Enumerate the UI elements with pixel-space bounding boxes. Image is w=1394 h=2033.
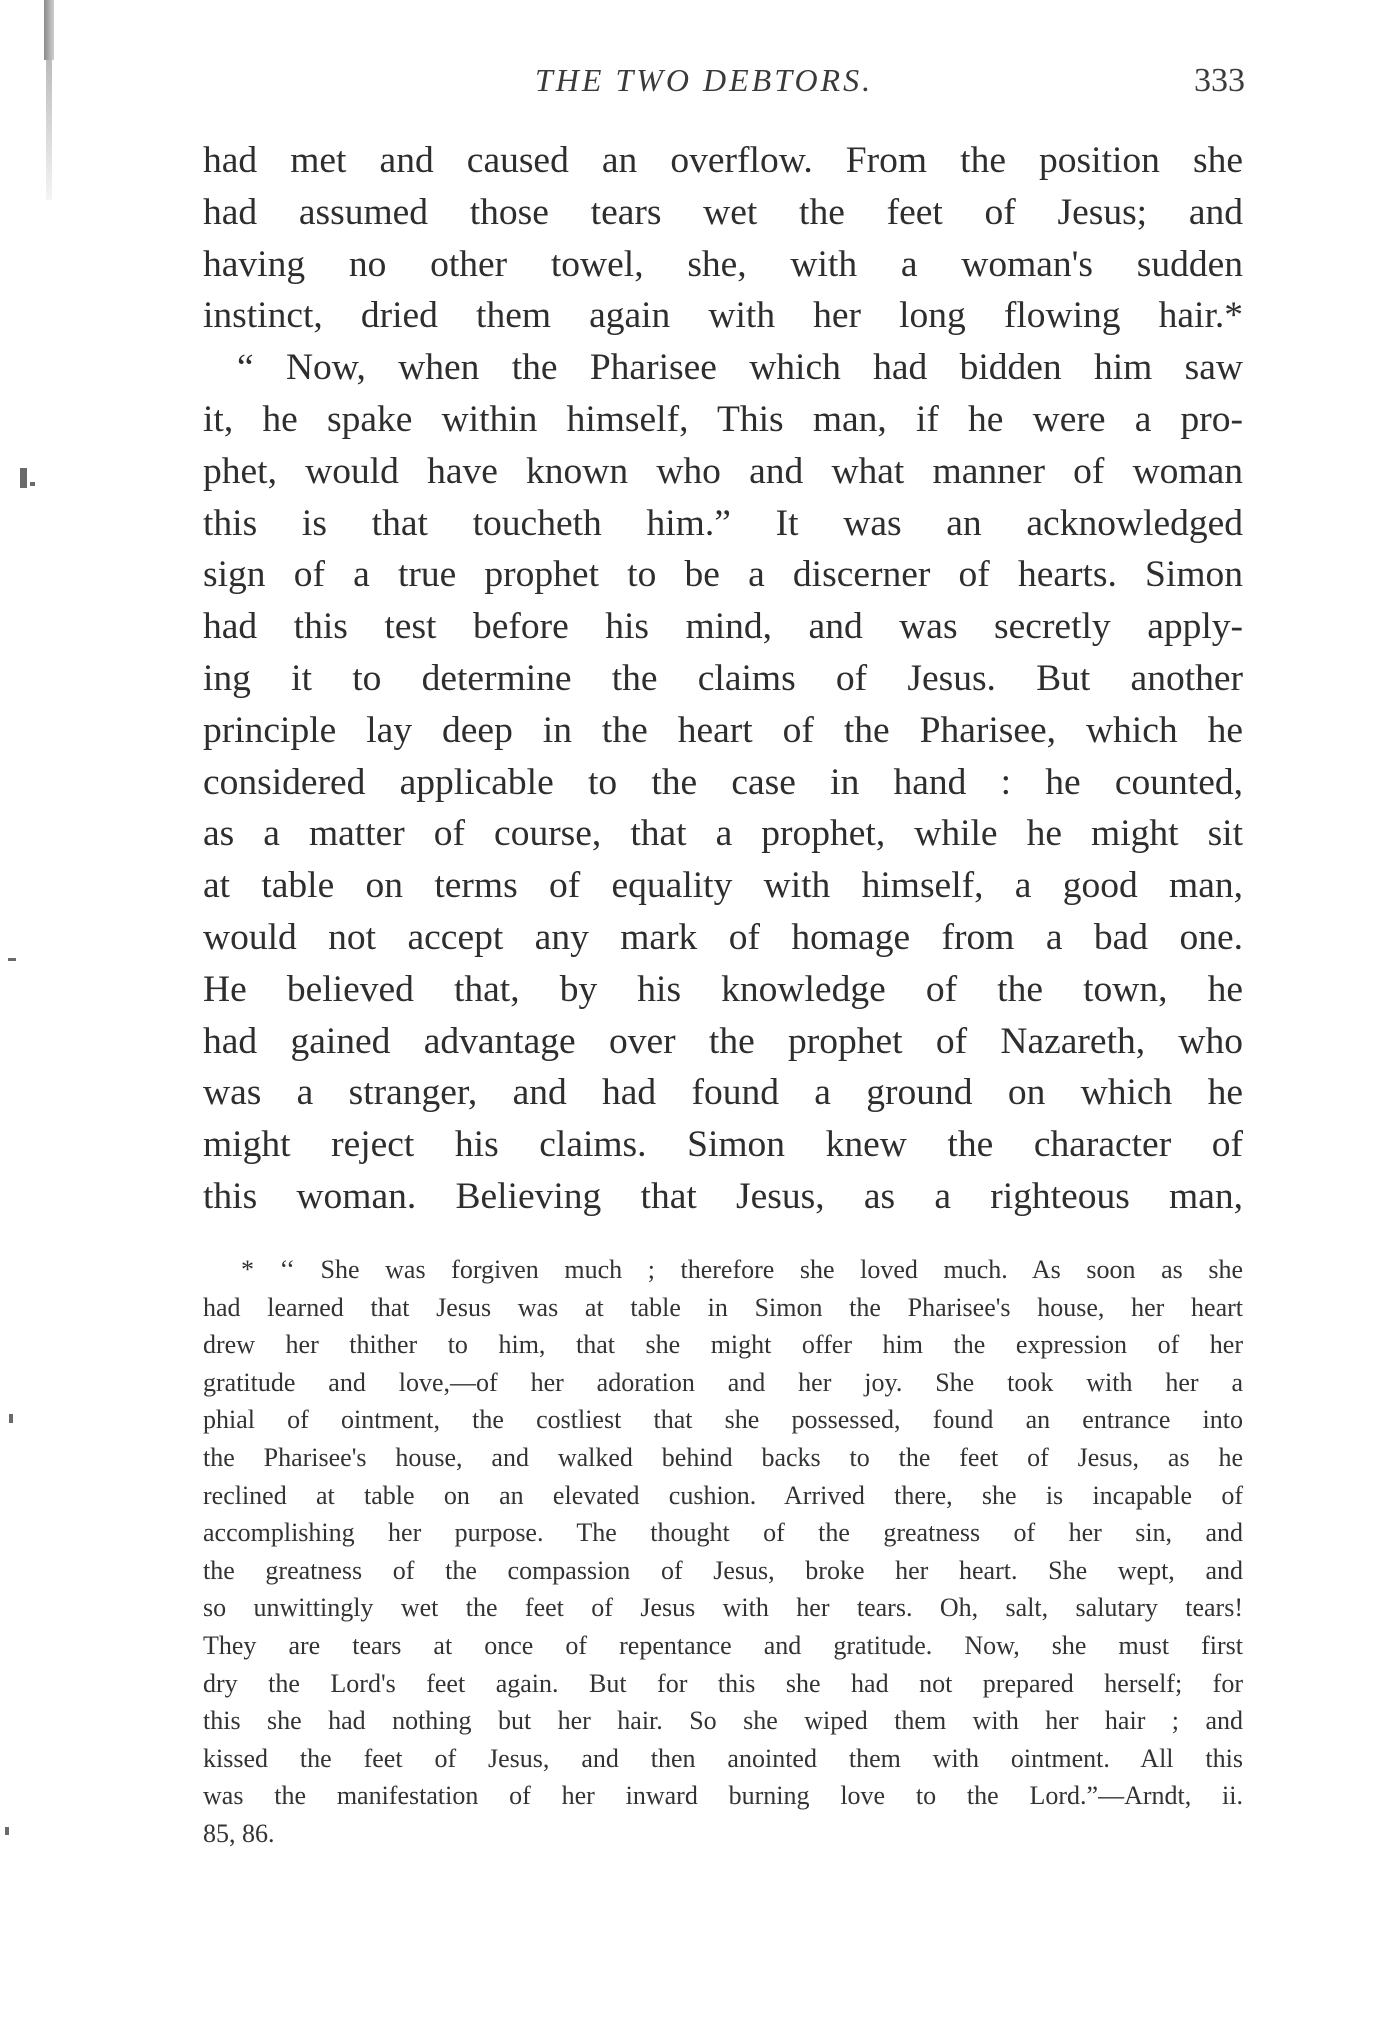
text-line: having no other towel, she, with a woman's sudden (203, 243, 1243, 285)
margin-speck (30, 482, 35, 486)
margin-speck (9, 1414, 13, 1423)
footnote-line: kissed the feet of Jesus, and then anointed them with ointment. All this (203, 1743, 1243, 1773)
text-line: considered applicable to the case in hand : he counted, (203, 761, 1243, 803)
margin-speck (20, 468, 27, 488)
margin-speck (5, 1827, 9, 1835)
footnote-line: * ‘‘ She was forgiven much ; therefore she loved much. As soon as she (241, 1255, 1243, 1284)
text-line: instinct, dried them again with her long flowing hair.* (203, 295, 1243, 337)
main-text (203, 135, 1243, 1223)
text-line: He believed that, by his knowledge of the town, he (203, 968, 1243, 1010)
text-line: it, he spake within himself, This man, if he were a pro- (203, 398, 1243, 440)
footnote-line: accomplishing her purpose. The thought of the greatness of her sin, and (203, 1518, 1243, 1548)
scan-edge-shadow-lower (46, 60, 52, 200)
footnote-line: 85, 86. (203, 1818, 275, 1848)
scan-edge-shadow (44, 0, 54, 60)
footnote-line: phial of ointment, the costliest that she possessed, found an entrance into (203, 1405, 1243, 1435)
text-line: this is that toucheth him.” It was an acknowledged (203, 502, 1243, 544)
text-line: “ Now, when the Pharisee which had bidden him saw (237, 347, 1243, 389)
text-line: phet, would have known who and what manner of woman (203, 450, 1243, 492)
footnote-line: dry the Lord's feet again. But for this she had not prepared herself; for (203, 1668, 1243, 1698)
footnote (203, 1251, 1243, 1853)
text-line: had met and caused an overflow. From the position she (203, 140, 1243, 181)
text-line: might reject his claims. Simon knew the character of (203, 1124, 1243, 1166)
footnote-line: this she had nothing but her hair. So she wiped them with her hair ; and (203, 1706, 1243, 1736)
text-line: was a stranger, and had found a ground on which he (203, 1072, 1243, 1114)
text-line: ing it to determine the claims of Jesus. But another (203, 657, 1243, 699)
page-header (200, 62, 1245, 112)
footnote-line: the Pharisee's house, and walked behind backs to the feet of Jesus, as he (203, 1442, 1243, 1472)
running-title: THE TWO DEBTORS. (535, 62, 874, 98)
text-line: this woman. Believing that Jesus, as a righteous man, (203, 1175, 1243, 1217)
footnote-line: drew her thither to him, that she might offer him the expression of her (203, 1330, 1243, 1360)
footnote-line: had learned that Jesus was at table in Simon the Pharisee's house, her heart (203, 1292, 1243, 1322)
footnote-line: reclined at table on an elevated cushion. Arrived there, she is incapable of (203, 1480, 1243, 1510)
text-line: had assumed those tears wet the feet of Jesus; and (203, 191, 1243, 233)
text-line: principle lay deep in the heart of the Pharisee, which he (203, 709, 1243, 751)
text-line: had gained advantage over the prophet of Nazareth, who (203, 1020, 1243, 1062)
page-number: 333 (1194, 62, 1245, 99)
text-line: sign of a true prophet to be a discerner of hearts. Simon (203, 554, 1243, 596)
footnote-line: was the manifestation of her inward burning love to the Lord.”—Arndt, ii. (203, 1781, 1243, 1811)
text-line: at table on terms of equality with himself, a good man, (203, 865, 1243, 907)
text-line: had this test before his mind, and was secretly apply- (203, 606, 1243, 648)
footnote-line: so unwittingly wet the feet of Jesus with her tears. Oh, salt, salutary tears! (203, 1593, 1243, 1623)
footnote-line: They are tears at once of repentance and gratitude. Now, she must first (203, 1630, 1243, 1660)
footnote-line: gratitude and love,—of her adoration and her joy. She took with her a (203, 1367, 1243, 1397)
margin-speck (8, 958, 16, 961)
text-line: would not accept any mark of homage from a bad one. (203, 916, 1243, 958)
text-line: as a matter of course, that a prophet, while he might sit (203, 813, 1243, 855)
footnote-line: the greatness of the compassion of Jesus, broke her heart. She wept, and (203, 1555, 1243, 1585)
